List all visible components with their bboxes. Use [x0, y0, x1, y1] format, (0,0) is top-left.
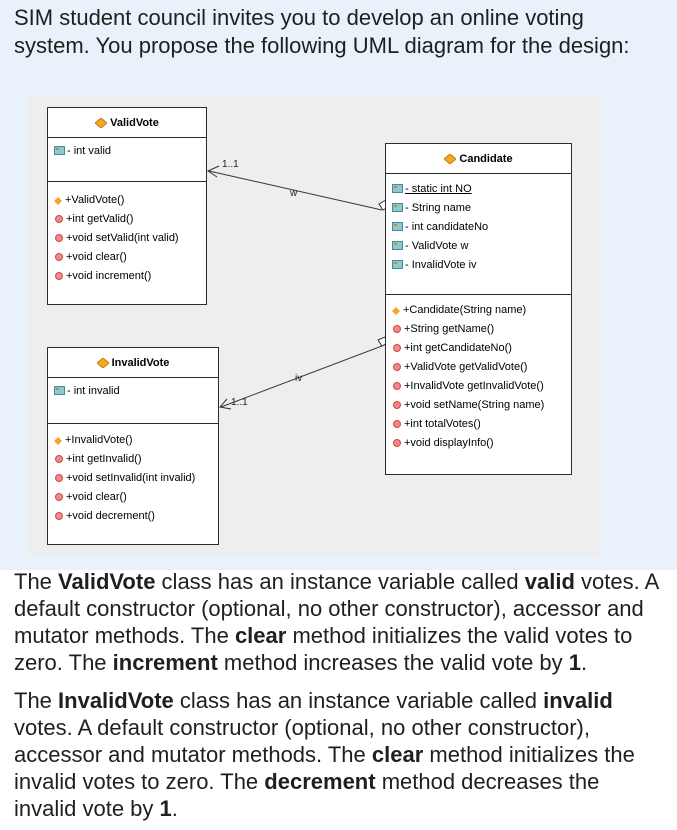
class-icon — [95, 118, 107, 128]
method-icon — [55, 272, 63, 280]
class-icon — [97, 358, 109, 368]
method-icon — [393, 325, 401, 333]
method-row: +InvalidVote() — [48, 430, 218, 449]
method-row: +void setValid(int valid) — [48, 228, 206, 247]
invalidvote-header — [48, 348, 218, 378]
constructor-icon — [54, 436, 62, 444]
method-icon — [393, 363, 401, 371]
invalidvote-methods — [48, 424, 218, 525]
method-row: +ValidVote() — [48, 190, 206, 209]
candidate-methods — [386, 295, 571, 452]
validvote-header — [48, 108, 206, 138]
field-icon — [392, 222, 403, 231]
field-icon — [54, 386, 65, 395]
candidate-name: Candidate — [459, 152, 513, 165]
method-icon — [55, 512, 63, 520]
method-row: +void increment() — [48, 266, 206, 285]
role-w: w — [290, 188, 298, 199]
intro-text: SIM student council invites you to develop an online voting system. You propose the following UML diagram for the design: — [14, 5, 630, 58]
invalidvote-class[interactable] — [47, 347, 219, 545]
attribute-row: - int valid — [48, 141, 206, 160]
class-icon — [444, 154, 456, 164]
method-icon — [55, 253, 63, 261]
method-row: +void clear() — [48, 487, 218, 506]
uml-diagram — [28, 96, 600, 555]
field-icon — [392, 203, 403, 212]
method-row: +Candidate(String name) — [386, 300, 571, 319]
method-row: +int getInvalid() — [48, 449, 218, 468]
method-row: +int getValid() — [48, 209, 206, 228]
attribute-row: - int invalid — [48, 381, 218, 400]
multiplicity-invalidvote: 1..1 — [231, 397, 248, 408]
attribute-row: - String name — [386, 198, 571, 217]
field-icon — [392, 241, 403, 250]
field-icon — [54, 146, 65, 155]
method-row: +void displayInfo() — [386, 433, 571, 452]
method-row: +ValidVote getValidVote() — [386, 357, 571, 376]
attribute-row: - InvalidVote iv — [386, 255, 571, 274]
method-icon — [393, 344, 401, 352]
method-icon — [55, 455, 63, 463]
method-row: +void setInvalid(int invalid) — [48, 468, 218, 487]
validvote-name: ValidVote — [110, 116, 159, 129]
invalidvote-name: InvalidVote — [111, 356, 170, 369]
method-icon — [393, 439, 401, 447]
method-row: +void decrement() — [48, 506, 218, 525]
method-row: +InvalidVote getInvalidVote() — [386, 376, 571, 395]
candidate-header — [386, 144, 571, 174]
method-icon — [55, 493, 63, 501]
validvote-methods — [48, 182, 206, 285]
attribute-row: - int candidateNo — [386, 217, 571, 236]
method-icon — [393, 401, 401, 409]
validvote-attributes — [48, 138, 206, 182]
field-icon — [392, 260, 403, 269]
multiplicity-validvote: 1..1 — [222, 159, 239, 170]
constructor-icon — [392, 306, 400, 314]
assoc-arrow-validvote — [208, 166, 219, 177]
method-row: +void clear() — [48, 247, 206, 266]
attribute-row: - static int NO — [386, 179, 571, 198]
invalidvote-description: The InvalidVote class has an instance variable called invalid votes. A default constructor (optional, no other constructor), accessor and mutator methods. The clear method initializes the invalid votes to zero. The decrement method decreases the invalid vote by 1. — [14, 688, 635, 821]
candidate-attributes — [386, 174, 571, 295]
method-row: +int totalVotes() — [386, 414, 571, 433]
candidate-class[interactable] — [385, 143, 572, 475]
method-icon — [55, 234, 63, 242]
constructor-icon — [54, 196, 62, 204]
validvote-description: The ValidVote class has an instance variable called valid votes. A default constructor (optional, no other constructor), accessor and mutator methods. The clear method initializes the valid votes to zero. The increment method increases the valid vote by 1. — [14, 569, 659, 675]
method-row: +String getName() — [386, 319, 571, 338]
attribute-row: - ValidVote w — [386, 236, 571, 255]
method-icon — [393, 382, 401, 390]
method-icon — [393, 420, 401, 428]
invalidvote-attributes — [48, 378, 218, 424]
method-icon — [55, 215, 63, 223]
validvote-class[interactable] — [47, 107, 207, 305]
method-icon — [55, 474, 63, 482]
field-icon — [392, 184, 403, 193]
method-row: +void setName(String name) — [386, 395, 571, 414]
role-iv: iv — [295, 373, 303, 384]
method-row: +int getCandidateNo() — [386, 338, 571, 357]
